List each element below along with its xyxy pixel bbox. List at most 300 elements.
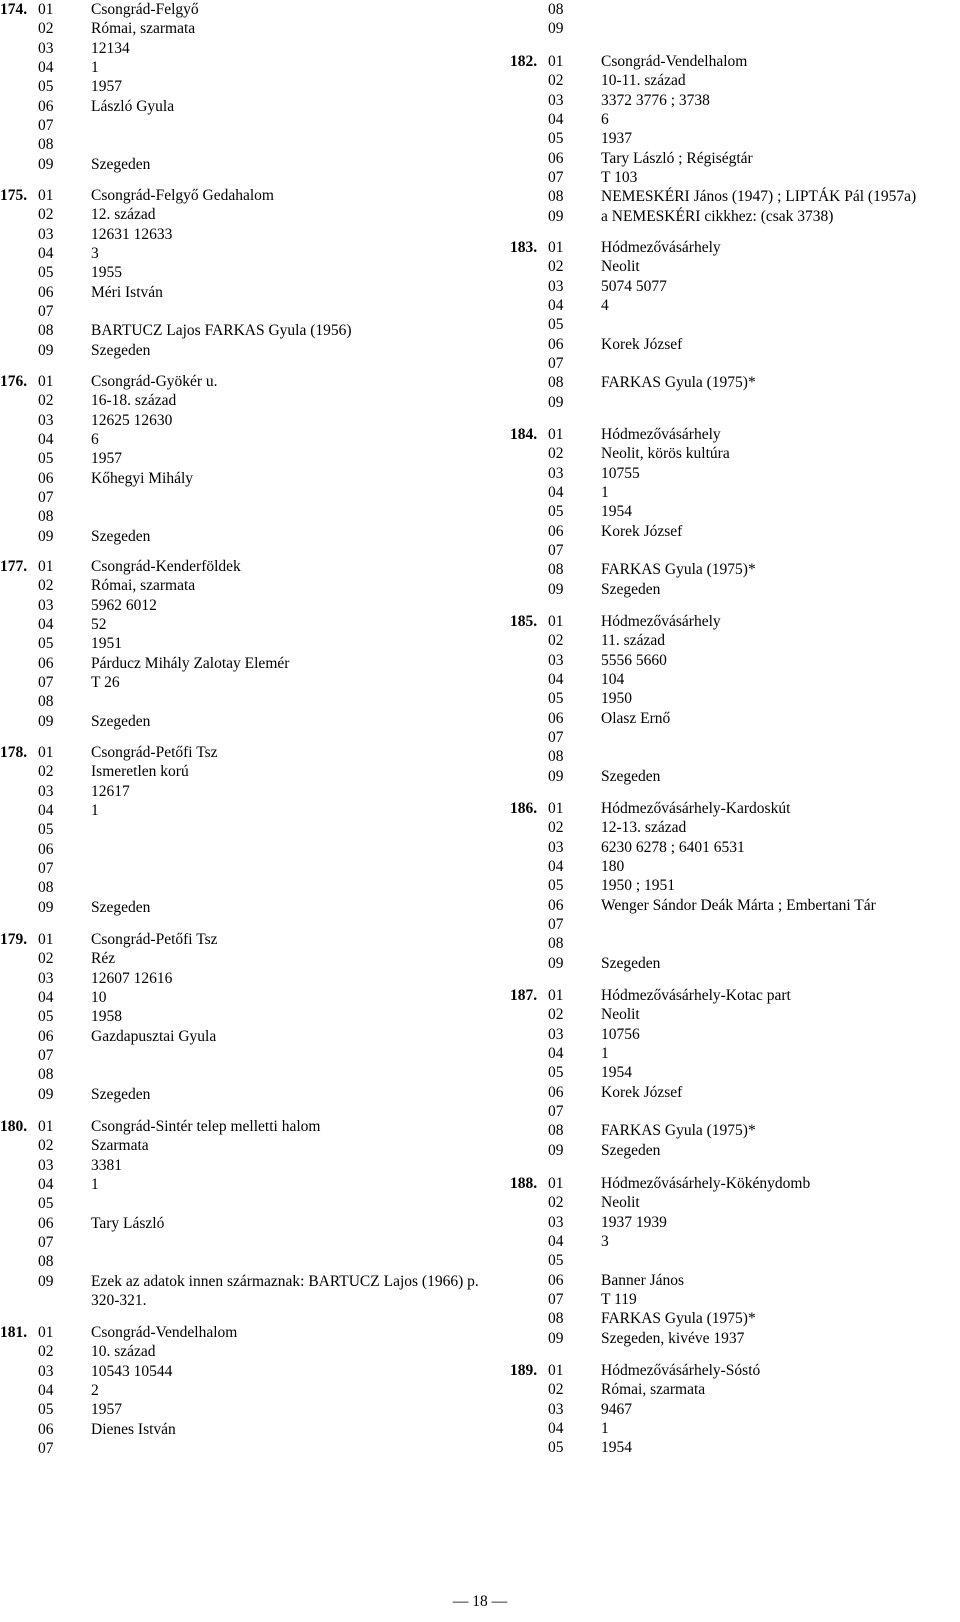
entry-row <box>0 225 480 244</box>
entry-row <box>0 77 480 96</box>
entry-row <box>510 296 960 315</box>
entry-row <box>0 1439 480 1458</box>
field-value <box>601 0 960 19</box>
field-value: László Gyula <box>91 97 175 115</box>
field-value: Csongrád-Vendelhalom <box>601 53 748 70</box>
field-code: 02 <box>38 1343 54 1361</box>
entry-row <box>0 1362 480 1381</box>
entry-row <box>510 91 960 110</box>
field-code: 03 <box>548 91 564 109</box>
field-code: 09 <box>548 1329 564 1347</box>
field-code: 04 <box>548 1420 564 1438</box>
field-code: 06 <box>38 469 54 487</box>
entry-row <box>510 1400 960 1419</box>
field-value: T 103 <box>601 169 638 187</box>
field-code: 08 <box>548 561 564 579</box>
field-code: 02 <box>548 632 564 650</box>
field-code: 07 <box>38 489 54 507</box>
field-code: 02 <box>38 763 54 781</box>
field-value: Tary László ; Régiségtár <box>601 149 753 167</box>
field-code: 03 <box>38 969 54 987</box>
field-code: 04 <box>38 431 54 449</box>
field-value: 9467 <box>601 1400 632 1418</box>
field-code: 08 <box>38 879 54 897</box>
field-code: 07 <box>548 169 564 187</box>
entry-row <box>0 576 480 595</box>
field-value: Szegeden <box>91 712 151 730</box>
field-value: FARKAS Gyula (1975)* <box>601 374 756 392</box>
entry-row <box>510 502 960 521</box>
field-code: 03 <box>548 651 564 669</box>
field-value <box>91 116 480 135</box>
field-code: 09 <box>548 393 564 411</box>
field-code: 01 <box>548 987 564 1004</box>
entry-row <box>0 1085 480 1104</box>
field-value: Szegeden <box>91 527 151 545</box>
field-value <box>91 692 480 711</box>
field-value: FARKAS Gyula (1975)* <box>601 561 756 579</box>
entry-row <box>510 373 960 392</box>
entry-row <box>0 859 480 878</box>
entry-row <box>0 321 480 340</box>
entry-row <box>510 896 960 915</box>
entry-number: 179. <box>0 931 28 948</box>
entry-row <box>0 449 480 468</box>
entry-row <box>0 488 480 507</box>
entry-row <box>0 949 480 968</box>
field-value: Szegeden <box>601 954 661 972</box>
entry-row <box>510 954 960 973</box>
entry-row <box>0 1252 480 1271</box>
entry-row <box>510 187 960 206</box>
field-value: 3372 3776 ; 3738 <box>601 91 710 109</box>
field-value: Római, szarmata <box>601 1381 706 1399</box>
field-code: 02 <box>38 577 54 595</box>
field-code: 09 <box>38 341 54 359</box>
entry-number: 180. <box>0 1118 28 1135</box>
entry-row <box>0 762 480 781</box>
entry-185 <box>510 612 960 786</box>
field-code: 04 <box>38 802 54 820</box>
field-value: 3 <box>601 1233 609 1251</box>
entry-row <box>510 257 960 276</box>
entry-189 <box>510 1361 960 1458</box>
field-value: Korek József <box>601 1083 683 1101</box>
field-code: 08 <box>548 188 564 206</box>
entry-row <box>510 464 960 483</box>
field-code: 05 <box>548 130 564 148</box>
entry-row <box>510 560 960 579</box>
field-value <box>601 541 960 560</box>
entry-row <box>510 71 960 90</box>
field-value <box>91 859 480 878</box>
field-code: 01 <box>548 239 564 256</box>
field-code: 08 <box>548 1 564 18</box>
field-code: 05 <box>38 450 54 468</box>
field-code: 06 <box>548 149 564 167</box>
field-code: 07 <box>548 355 564 373</box>
entry-row <box>0 1136 480 1155</box>
field-value: 1 <box>601 484 609 502</box>
field-value: 104 <box>601 671 625 689</box>
field-code: 02 <box>548 72 564 90</box>
field-code: 02 <box>38 950 54 968</box>
field-value: Hódmezővásárhely <box>601 239 721 256</box>
field-code: 01 <box>38 1118 54 1135</box>
field-code: 07 <box>548 729 564 747</box>
field-code: 04 <box>38 245 54 263</box>
field-value: 1957 <box>91 78 122 96</box>
entry-row <box>0 1323 480 1342</box>
entry-181 <box>0 1323 480 1458</box>
field-code: 05 <box>548 1064 564 1082</box>
field-value: Tary László <box>91 1214 165 1232</box>
entry-row <box>510 1044 960 1063</box>
entry-178 <box>0 743 480 917</box>
field-code: 08 <box>548 935 564 953</box>
entry-number: 178. <box>0 744 28 761</box>
field-code: 06 <box>38 1420 54 1438</box>
field-value: 1 <box>91 59 99 77</box>
entry-row <box>0 1046 480 1065</box>
entry-number: 186. <box>510 800 538 817</box>
field-value: 6 <box>91 431 99 449</box>
field-value: 10543 10544 <box>91 1362 173 1380</box>
entry-row <box>0 1117 480 1136</box>
entry-row <box>0 1027 480 1046</box>
field-code: 06 <box>38 97 54 115</box>
field-value <box>601 315 960 334</box>
field-code: 01 <box>38 744 54 761</box>
field-value: Római, szarmata <box>91 20 196 38</box>
field-value: Párducz Mihály Zalotay Elemér <box>91 654 290 672</box>
entry-row <box>0 205 480 224</box>
field-code: 08 <box>548 748 564 766</box>
entry-row <box>510 425 960 444</box>
entry-row <box>510 238 960 257</box>
entry-174 <box>0 0 480 174</box>
field-value: Csongrád-Vendelhalom <box>91 1324 238 1341</box>
field-value: Szegeden <box>601 580 661 598</box>
field-value: Gazdapusztai Gyula <box>91 1027 217 1045</box>
entry-row <box>510 1121 960 1140</box>
entry-number: 177. <box>0 558 28 575</box>
field-code: 07 <box>548 916 564 934</box>
field-code: 09 <box>548 954 564 972</box>
field-code: 09 <box>38 898 54 916</box>
field-code: 01 <box>38 1 54 18</box>
entry-row <box>0 596 480 615</box>
field-value: 180 <box>601 858 625 876</box>
entry-row <box>510 838 960 857</box>
entry-row <box>510 444 960 463</box>
field-code: 07 <box>38 303 54 321</box>
field-value: Hódmezővásárhely-Sóstó <box>601 1362 761 1379</box>
field-value: Csongrád-Gyökér u. <box>91 373 218 390</box>
field-value: 1950 ; 1951 <box>601 877 676 895</box>
entry-row <box>510 747 960 766</box>
entry-row <box>510 522 960 541</box>
entry-row <box>510 335 960 354</box>
field-code: 06 <box>548 335 564 353</box>
field-value: Csongrád-Petőfi Tsz <box>91 744 218 761</box>
field-value: Római, szarmata <box>91 577 196 595</box>
field-code: 04 <box>38 616 54 634</box>
entry-row <box>0 1065 480 1084</box>
field-value: 1937 1939 <box>601 1213 667 1231</box>
field-code: 05 <box>548 503 564 521</box>
field-value <box>601 1251 960 1270</box>
entry-row <box>510 1309 960 1328</box>
entry-177 <box>0 557 480 731</box>
field-code: 03 <box>548 464 564 482</box>
entry-row <box>510 1005 960 1024</box>
field-code: 07 <box>548 542 564 560</box>
entry-row <box>510 277 960 296</box>
entry-row <box>510 818 960 837</box>
entry-row <box>510 1063 960 1082</box>
field-code: 05 <box>548 1439 564 1457</box>
field-value: 1951 <box>91 635 122 653</box>
field-value: Hódmezővásárhely-Kökénydomb <box>601 1175 811 1192</box>
entry-row <box>510 857 960 876</box>
entry-row <box>0 673 480 692</box>
entry-row <box>510 1438 960 1457</box>
field-code: 09 <box>38 527 54 545</box>
entry-row <box>0 1156 480 1175</box>
field-value: Neolit <box>601 1194 640 1212</box>
field-value: 12. század <box>91 206 156 224</box>
entry-row <box>0 302 480 321</box>
field-code: 05 <box>548 1252 564 1270</box>
field-code: 05 <box>38 264 54 282</box>
entry-183 <box>510 238 960 412</box>
field-code: 09 <box>548 207 564 225</box>
field-value: 1950 <box>601 690 632 708</box>
field-value <box>601 747 960 766</box>
field-code: 03 <box>38 1156 54 1174</box>
entry-row <box>0 615 480 634</box>
field-code: 07 <box>38 117 54 135</box>
entry-number: 183. <box>510 239 538 256</box>
field-value: 6230 6278 ; 6401 6531 <box>601 838 745 856</box>
field-value: Réz <box>91 950 116 968</box>
field-code: 07 <box>38 1440 54 1458</box>
field-value: 1 <box>601 1420 609 1438</box>
field-value: 3 <box>91 245 99 263</box>
entry-row <box>510 799 960 818</box>
field-code: 08 <box>38 322 54 340</box>
entry-row <box>510 1213 960 1232</box>
page-footer <box>0 1593 960 1611</box>
field-value: Szegeden <box>601 767 661 785</box>
field-value: 1954 <box>601 503 632 521</box>
field-value: Csongrád-Felgyő Gedahalom <box>91 187 274 204</box>
field-value <box>91 820 480 839</box>
field-code: 05 <box>548 690 564 708</box>
entry-row <box>0 712 480 731</box>
field-value: 10755 <box>601 464 640 482</box>
entry-187 <box>510 986 960 1160</box>
entry-row <box>0 782 480 801</box>
entry-row <box>510 612 960 631</box>
entry-row <box>0 507 480 526</box>
field-code: 04 <box>548 484 564 502</box>
entry-row <box>0 39 480 58</box>
field-code: 08 <box>38 136 54 154</box>
field-value: Dienes István <box>91 1420 176 1438</box>
entry-row <box>510 110 960 129</box>
entry-row <box>510 689 960 708</box>
entry-row <box>510 1380 960 1399</box>
field-value: T 119 <box>601 1291 637 1309</box>
field-value: Neolit, körös kultúra <box>601 445 730 463</box>
field-value: 1958 <box>91 1008 122 1026</box>
field-code: 01 <box>548 53 564 70</box>
entry-row <box>0 1214 480 1233</box>
field-code: 04 <box>548 1233 564 1251</box>
entry-row <box>510 1251 960 1270</box>
field-code: 02 <box>548 1194 564 1212</box>
entry-row <box>0 1175 480 1194</box>
entry-row <box>0 1194 480 1213</box>
field-code: 03 <box>38 411 54 429</box>
entry-row <box>0 840 480 859</box>
field-code: 04 <box>548 858 564 876</box>
entry-row <box>510 876 960 895</box>
field-value: Hódmezővásárhely <box>601 613 721 630</box>
field-value: Szarmata <box>91 1137 149 1155</box>
entry-row <box>0 19 480 38</box>
field-value <box>601 393 960 412</box>
field-value: 12617 <box>91 782 130 800</box>
entry-number: 189. <box>510 1362 538 1379</box>
field-value <box>91 878 480 897</box>
entry-row <box>510 1193 960 1212</box>
entry-row <box>510 1083 960 1102</box>
entry-176 <box>0 372 480 546</box>
entry-row <box>510 709 960 728</box>
field-code: 08 <box>548 374 564 392</box>
field-value: Wenger Sándor Deák Márta ; Embertani Tár <box>601 896 876 914</box>
entry-row <box>0 411 480 430</box>
entry-row <box>0 1272 480 1311</box>
entry-number: 185. <box>510 613 538 630</box>
entry-row <box>0 244 480 263</box>
entry-row <box>510 986 960 1005</box>
entry-row <box>510 1025 960 1044</box>
field-code: 02 <box>548 819 564 837</box>
field-code: 01 <box>38 558 54 575</box>
field-code: 03 <box>548 1400 564 1418</box>
field-code: 03 <box>38 596 54 614</box>
entry-row <box>0 116 480 135</box>
field-code: 03 <box>548 1025 564 1043</box>
entry-row <box>0 878 480 897</box>
field-code: 09 <box>548 20 564 38</box>
field-value: T 26 <box>91 674 120 692</box>
page-number: 18 <box>472 1593 488 1610</box>
field-value: 5556 5660 <box>601 651 667 669</box>
field-value: 11. század <box>601 632 665 650</box>
field-code: 05 <box>38 1008 54 1026</box>
field-code: 03 <box>38 782 54 800</box>
field-code: 08 <box>548 1122 564 1140</box>
entry-row <box>510 651 960 670</box>
field-value: 10 <box>91 989 107 1007</box>
entry-row <box>0 801 480 820</box>
entry-row <box>0 155 480 174</box>
field-value: 5962 6012 <box>91 596 157 614</box>
field-code: 06 <box>38 654 54 672</box>
entry-row <box>0 0 480 19</box>
entry-row <box>510 631 960 650</box>
field-code: 08 <box>38 508 54 526</box>
entry-row <box>0 469 480 488</box>
entry-row <box>510 728 960 747</box>
field-code: 03 <box>38 39 54 57</box>
field-value: Szegeden <box>601 1141 661 1159</box>
field-value: Szegeden <box>91 1085 151 1103</box>
footer-dash-left: — <box>452 1593 473 1610</box>
field-value: 10756 <box>601 1025 640 1043</box>
field-code: 06 <box>38 283 54 301</box>
field-code: 07 <box>38 1047 54 1065</box>
field-code: 01 <box>38 373 54 390</box>
field-value: 1954 <box>601 1064 632 1082</box>
field-value <box>601 1102 960 1121</box>
field-value: 1 <box>601 1045 609 1063</box>
field-code: 04 <box>548 671 564 689</box>
field-code: 06 <box>38 1027 54 1045</box>
entry-number: 184. <box>510 426 538 443</box>
field-value: Szegeden, kivéve 1937 <box>601 1329 745 1347</box>
field-value: Hódmezővásárhely <box>601 426 721 443</box>
field-value <box>601 934 960 953</box>
entry-row <box>510 541 960 560</box>
entry-row <box>510 670 960 689</box>
entry-number: 181. <box>0 1324 28 1341</box>
field-value <box>601 728 960 747</box>
entry-row <box>0 969 480 988</box>
field-code: 02 <box>38 206 54 224</box>
field-code: 03 <box>38 225 54 243</box>
field-code: 02 <box>38 20 54 38</box>
entry-row <box>0 283 480 302</box>
field-code: 06 <box>548 1083 564 1101</box>
field-code: 08 <box>38 1066 54 1084</box>
field-value: 1957 <box>91 1401 122 1419</box>
field-value: 3381 <box>91 1156 122 1174</box>
field-value: 12625 12630 <box>91 411 173 429</box>
field-value: 12-13. század <box>601 819 687 837</box>
entry-row <box>510 580 960 599</box>
entry-row <box>510 1329 960 1348</box>
field-value <box>91 507 480 526</box>
field-value: 6 <box>601 111 609 129</box>
field-value: Csongrád-Felgyő <box>91 1 199 18</box>
field-value: 12631 12633 <box>91 225 173 243</box>
field-code: 07 <box>38 674 54 692</box>
field-code: 04 <box>38 1176 54 1194</box>
field-value: 1955 <box>91 264 122 282</box>
field-code: 09 <box>38 1085 54 1103</box>
entry-180 <box>0 1117 480 1310</box>
field-value: Ismeretlen korú <box>91 763 189 781</box>
field-code: 09 <box>548 580 564 598</box>
field-value <box>601 915 960 934</box>
field-value: Méri István <box>91 283 163 301</box>
